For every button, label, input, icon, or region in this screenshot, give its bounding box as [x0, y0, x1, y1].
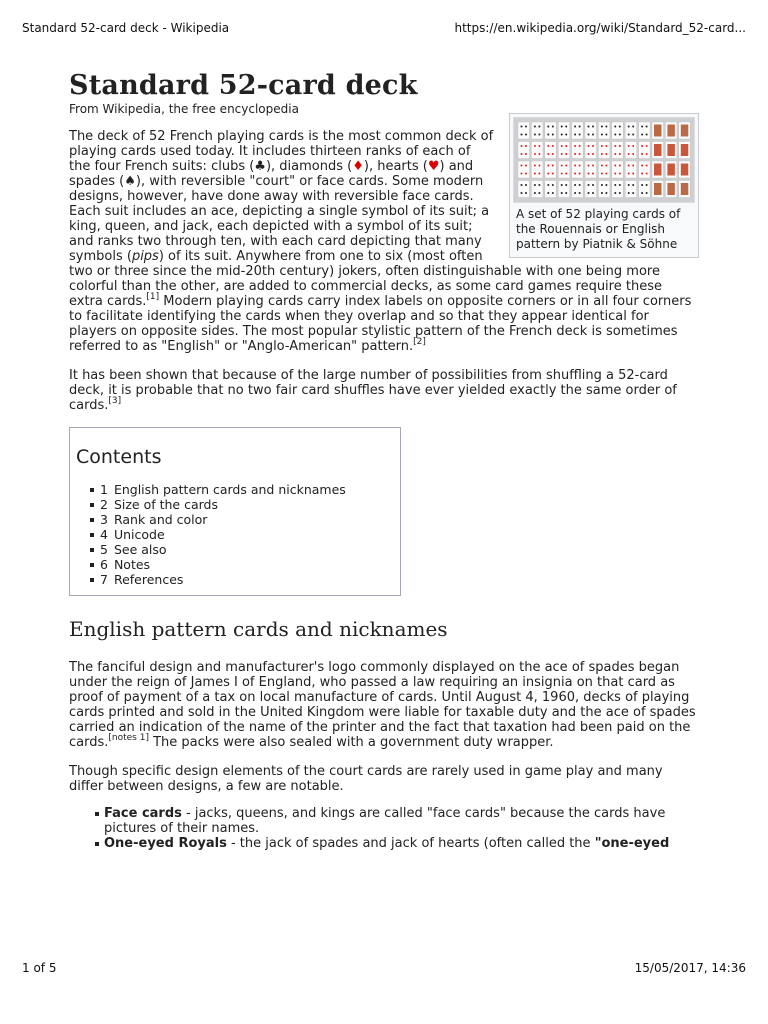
list-item: One-eyed Royals - the jack of spades and jack of hearts (often called the "one-eyed [104, 836, 699, 851]
diamonds-icon: ♦ [352, 159, 364, 174]
toc-item[interactable]: 5 See also [100, 542, 394, 557]
note-1-link[interactable]: [notes 1] [108, 733, 149, 743]
toc-item[interactable]: 6 Notes [100, 557, 394, 572]
page-url[interactable]: https://en.wikipedia.org/wiki/Standard_52-card... [454, 21, 746, 35]
ref-2-link[interactable]: [2] [413, 337, 426, 347]
toc-item[interactable]: 7 References [100, 572, 394, 587]
notable-list [69, 806, 699, 851]
article-title: Standard 52-card deck [69, 70, 418, 101]
hearts-icon: ♥ [427, 159, 440, 174]
section-paragraph: Though specific design elements of the court cards are rarely used in game play and many differ between designs, a few are notable. [69, 764, 663, 794]
section-heading: English pattern cards and nicknames [69, 617, 448, 641]
section-paragraph: The fanciful design and manufacturer's logo commonly displayed on the ace of spades began under the reign of James I of England, who passed a law requiring an insignia on that card as proof of payment of a tax on local manufacture of cards. Until August 4, 1960, decks of playing cards printed and sold in the United Kingdom were liable for taxable duty and the ace of spades carried an indication of the name of the printer and the fact that taxation had been paid on the cards.[notes 1] The packs were also sealed with a government duty wrapper. [69, 660, 696, 750]
shuffle-paragraph: It has been shown that because of the large number of possibilities from shuffling a 52-card deck, it is probable that no two fair card shuffles have ever yielded exactly the same order of cards.[3] [69, 368, 677, 413]
tagline: From Wikipedia, the free encyclopedia [69, 102, 299, 116]
table-of-contents [69, 427, 401, 596]
ref-3-link[interactable]: [3] [108, 396, 122, 406]
pips-term[interactable]: pips [131, 249, 159, 264]
playing-cards-illustration [514, 118, 694, 202]
page-title-header: Standard 52-card deck - Wikipedia [22, 21, 230, 35]
toc-list [76, 482, 394, 587]
intro-paragraph: The deck of 52 French playing cards is the most common deck of playing cards used today. It includes thirteen ranks of each of the four French suits: clubs (♣), diamonds (♦), hearts (♥) and spades (♠), with reversible "court" or face cards. Some modern designs, however, have done away with reversible face cards. Each suit includes an ace, depicting a single symbol of its suit; a king, queen, and jack, each depicted with a symbol of its suit; and ranks two through ten, with each card depicting that many symbols (pips) of its suit. Anywhere from one to six (most often two or three since the mid-20th century) jokers, often distinguishable with one being more colorful than the other, are added to commercial decks, as some card games require these extra cards.[1] Modern playing cards carry index labels on opposite corners or in all four corners to facilitate identifying the cards when they overlap and so that they appear identical for players on opposite sides. The most popular stylistic pattern of the French deck is sometimes referred to as "English" or "Anglo-American" pattern.[2] [69, 129, 692, 354]
spades-icon: ♠ [124, 174, 136, 189]
toc-item[interactable]: 4 Unicode [100, 527, 394, 542]
list-item: Face cards - jacks, queens, and kings are called "face cards" because the cards have pictures of their names. [104, 806, 699, 836]
toc-item[interactable]: 2 Size of the cards [100, 497, 394, 512]
toc-item[interactable]: 1 English pattern cards and nicknames [100, 482, 394, 497]
figure-caption: A set of 52 playing cards of the Rouennais or English pattern by Piatnik & Söhne [516, 207, 681, 251]
clubs-icon: ♣ [254, 159, 266, 174]
toc-item[interactable]: 3 Rank and color [100, 512, 394, 527]
print-datetime: 15/05/2017, 14:36 [634, 961, 746, 975]
figure [509, 113, 699, 258]
article [69, 70, 699, 851]
page-number: 1 of 5 [22, 961, 57, 975]
toc-title: Contents [76, 446, 162, 468]
ref-1-link[interactable]: [1] [146, 292, 160, 302]
playing-cards-image[interactable] [513, 117, 695, 203]
